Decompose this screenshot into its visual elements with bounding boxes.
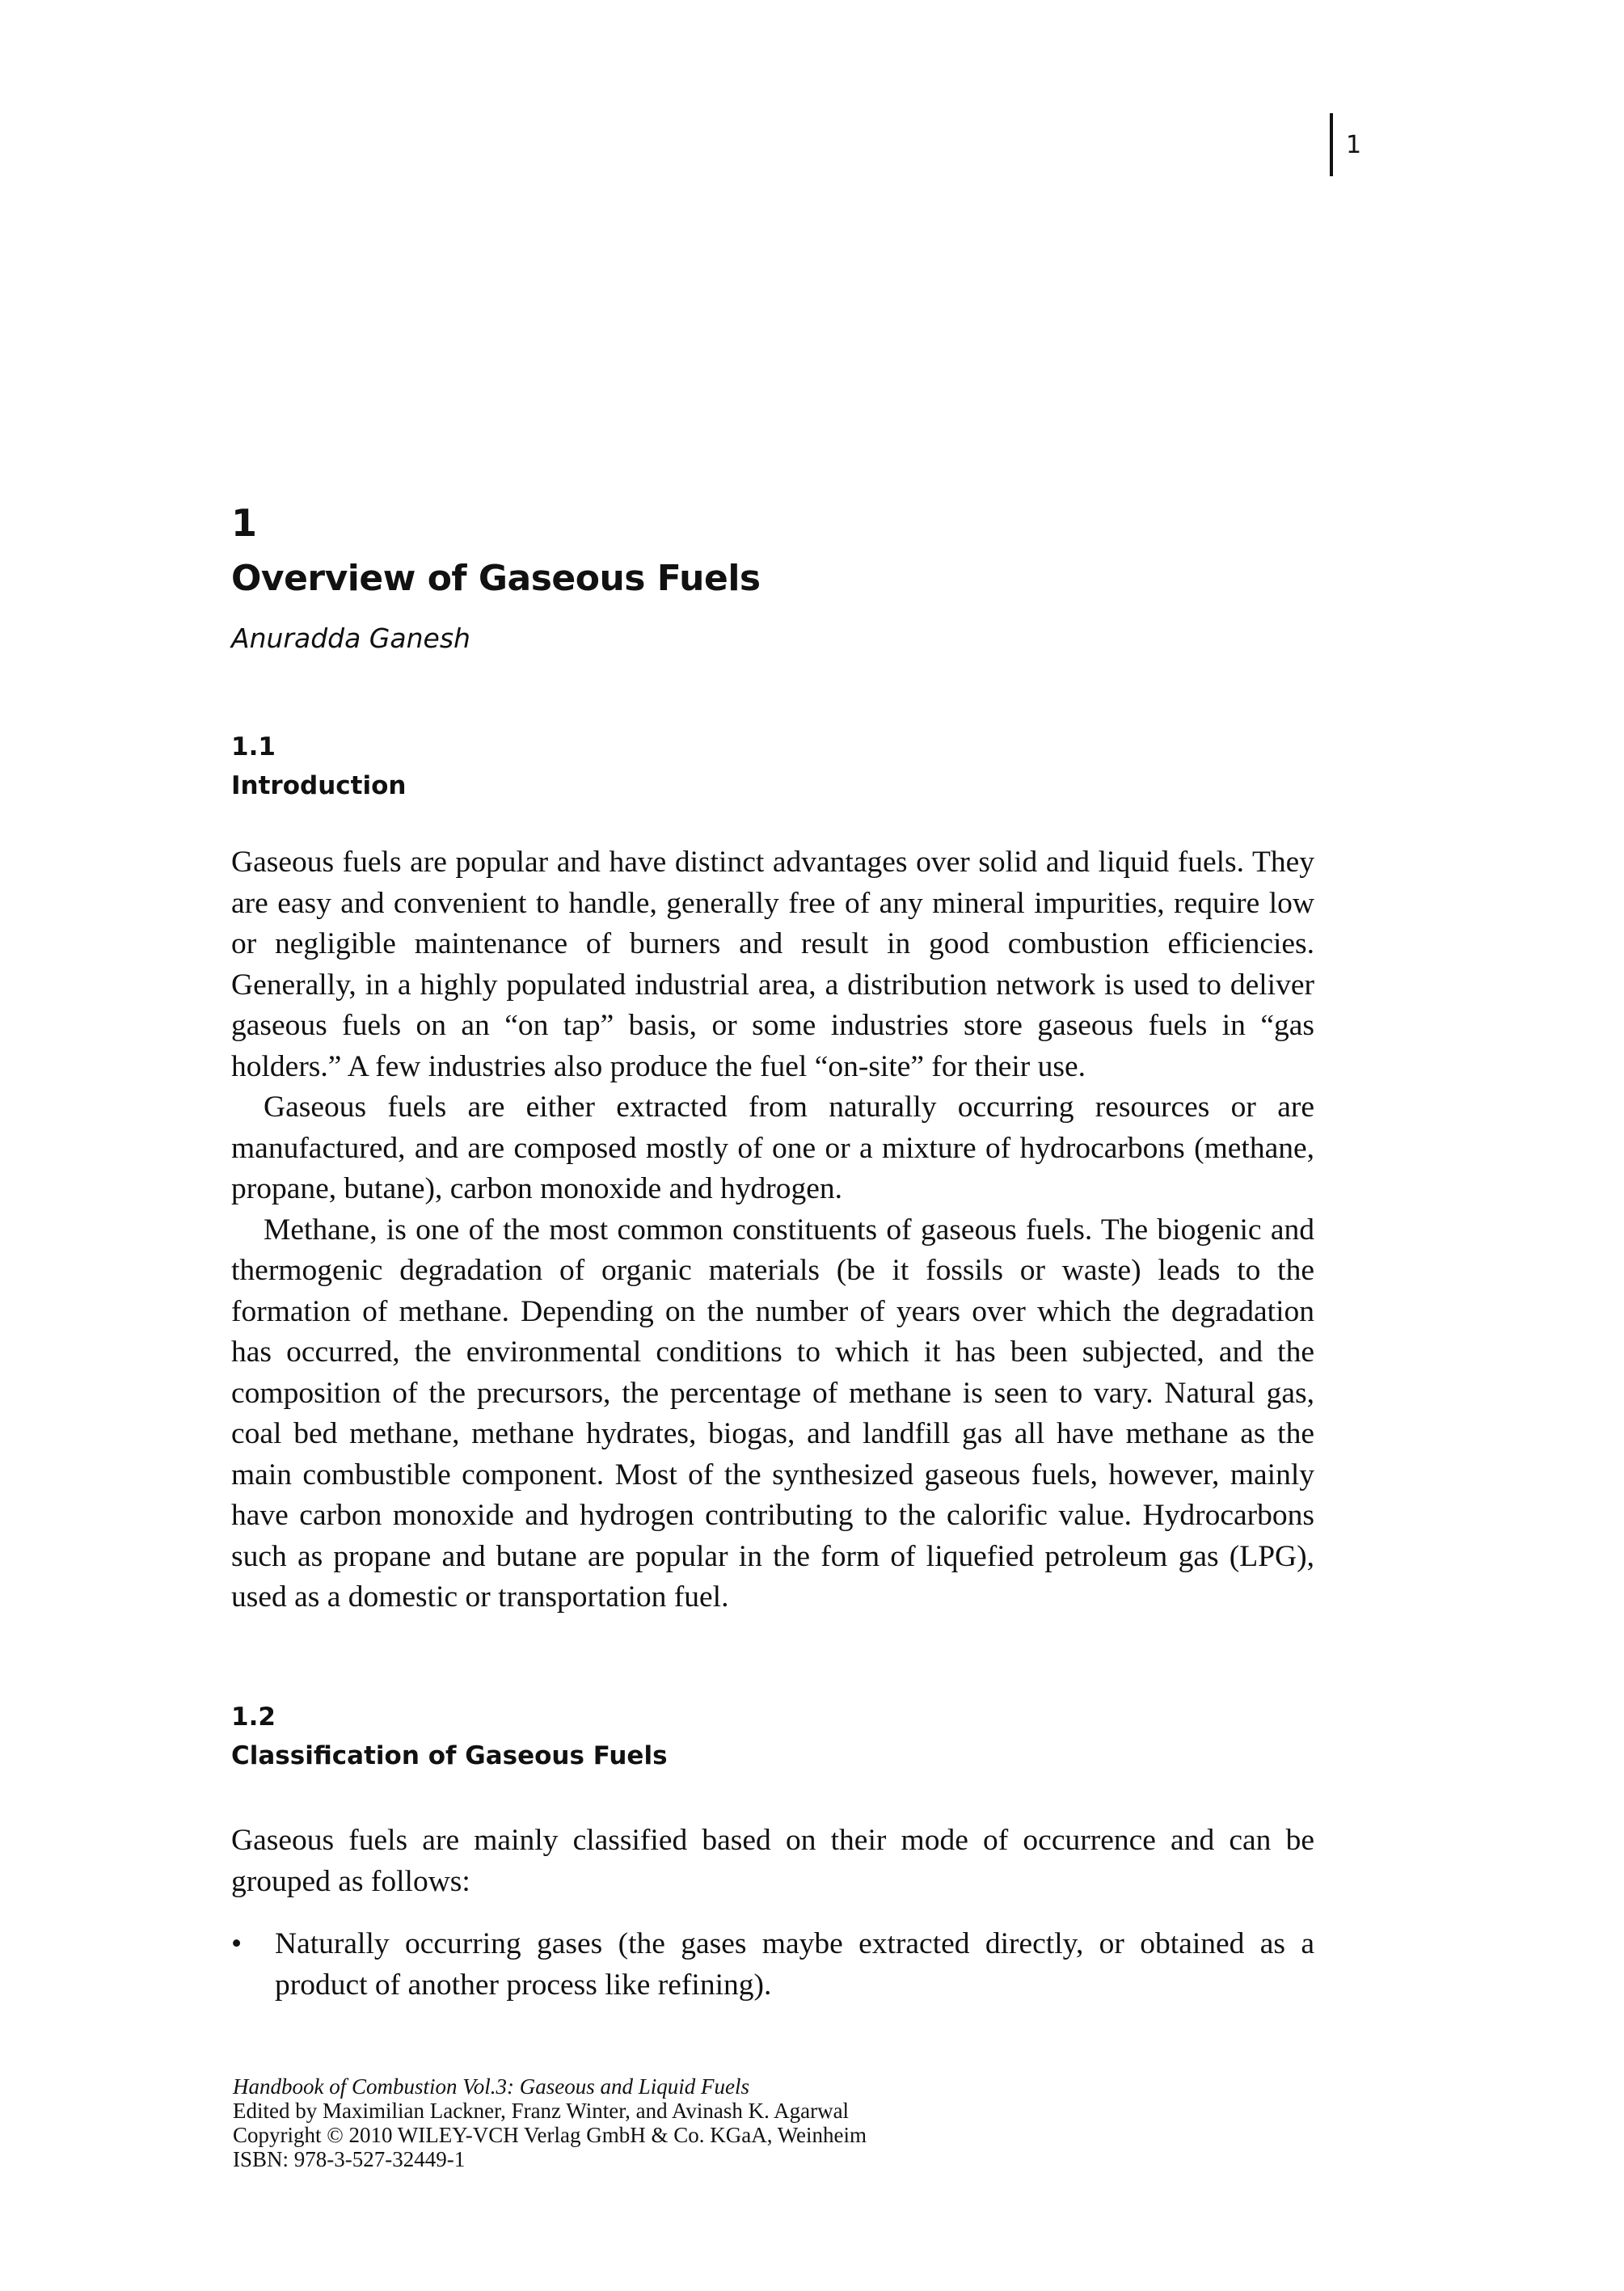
isbn-line: ISBN: 978-3-527-32449-1 xyxy=(233,2147,466,2171)
bullet-icon: • xyxy=(231,1927,243,1960)
chapter-author: Anuradda Ganesh xyxy=(231,622,470,654)
paragraph: Gaseous fuels are either extracted from naturally occurring resources or are manufactured, and are composed mostly of one or a mixture of hydrocarbons (methane, propane, butane), carbon monoxide and hydrogen. xyxy=(231,1091,1314,1205)
chapter-number: 1 xyxy=(231,501,258,545)
section-number: 1.2 xyxy=(231,1702,276,1732)
section-title: Introduction xyxy=(231,771,407,800)
chapter-title: Overview of Gaseous Fuels xyxy=(231,558,761,599)
copyright-line: Copyright © 2010 WILEY-VCH Verlag GmbH & Co. KGaA, Weinheim xyxy=(233,2123,867,2147)
page-number: 1 xyxy=(1346,131,1362,159)
running-head-rule xyxy=(1330,113,1333,176)
list-item-text: Naturally occurring gases (the gases maybe extracted directly, or obtained as a product of another process like refining). xyxy=(275,1927,1314,2002)
copyright-footer xyxy=(233,2074,867,2171)
section-title: Classification of Gaseous Fuels xyxy=(231,1741,668,1770)
editors-line: Edited by Maximilian Lackner, Franz Winter, and Avinash K. Agarwal xyxy=(233,2099,850,2123)
introduction-body xyxy=(231,842,1314,1618)
section-heading-classification xyxy=(231,1702,668,1770)
list-item xyxy=(231,1924,1314,2006)
paragraph: Methane, is one of the most common constituents of gaseous fuels. The biogenic and thermogenic degradation of organic materials (be it fossils or waste) leads to the formation of methane. Depending on the number of years over which the degradation has occurred, the environmental conditions to which it has been subjected, and the composition of the precursors, the percentage of methane is seen to vary. Natural gas, coal bed methane, methane hydrates, biogas, and landfill gas all have methane as the main combustible component. Most of the synthesized gaseous fuels, however, mainly have carbon monoxide and hydrogen contributing to the calorific value. Hydrocarbons such as propane and butane are popular in the form of liquefied petroleum gas (LPG), used as a domestic or transportation fuel. xyxy=(231,1213,1314,1614)
paragraph: Gaseous fuels are mainly classified based on their mode of occurrence and can be grouped as follows: xyxy=(231,1824,1314,1898)
classification-body xyxy=(231,1821,1314,1902)
paragraph: Gaseous fuels are popular and have distinct advantages over solid and liquid fuels. They are easy and convenient to handle, generally free of any mineral impurities, require low or negligible maintenance of burners and result in good combustion efficiencies. Generally, in a highly populated industrial area, a distribution network is used to deliver gaseous fuels on an “on tap” basis, or some industries store gaseous fuels in “gas holders.” A few industries also produce the fuel “on-site” for their use. xyxy=(231,846,1314,1083)
classification-list xyxy=(231,1924,1314,2006)
section-heading-introduction xyxy=(231,732,406,800)
book-title: Handbook of Combustion Vol.3: Gaseous and Liquid Fuels xyxy=(233,2074,749,2099)
section-number: 1.1 xyxy=(231,732,276,762)
